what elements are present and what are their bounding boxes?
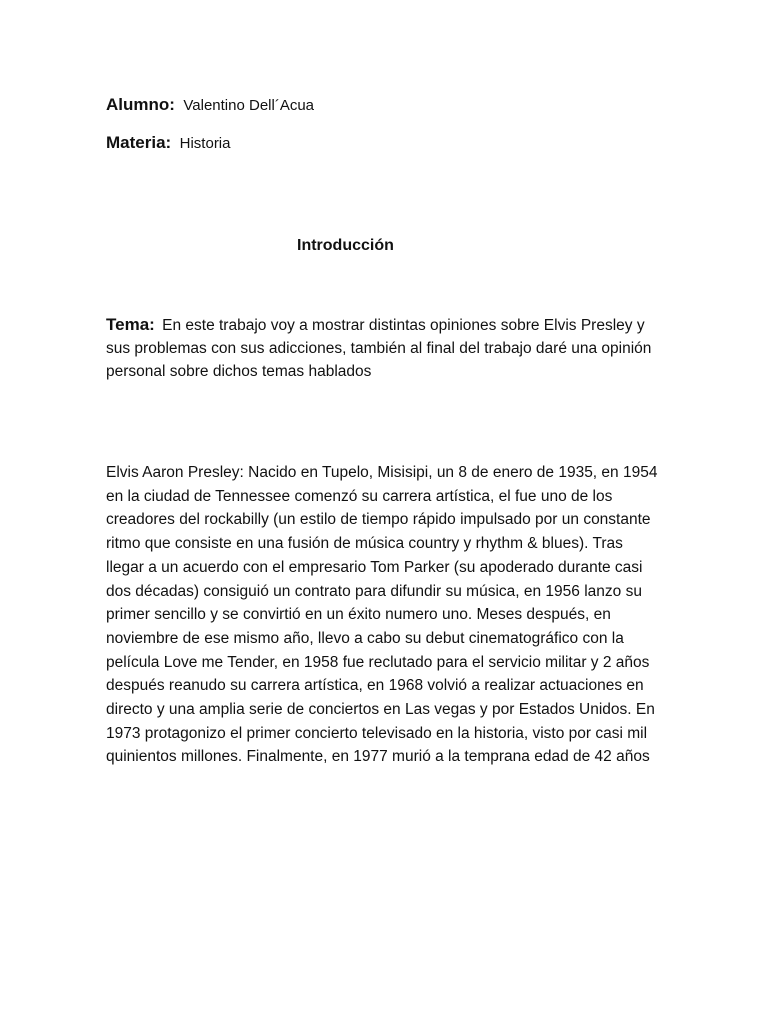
materia-line bbox=[106, 133, 231, 153]
alumno-value: Valentino Dell´Acua bbox=[183, 97, 315, 114]
materia-value: Historia bbox=[179, 135, 231, 152]
alumno-line bbox=[106, 95, 314, 115]
tema-text: En este trabajo voy a mostrar distintas opiniones sobre Elvis Presley y sus problemas con sus adicciones, también al final del trabajo daré una opinión personal sobre dichos temas hablados bbox=[106, 317, 652, 380]
section-heading: Introducción bbox=[297, 237, 394, 254]
alumno-label: Alumno: bbox=[106, 95, 175, 114]
tema-paragraph bbox=[106, 313, 666, 383]
tema-label: Tema: bbox=[106, 315, 155, 334]
body-paragraph: Elvis Aaron Presley: Nacido en Tupelo, Misisipi, un 8 de enero de 1935, en 1954 en la ciudad de Tennessee comenzó su carrera artística, el fue uno de los creadores del rockabilly (un estilo de tiempo rápido impulsado por un constante ritmo que consiste en una fusión de música country y rhythm & blues). Tras llegar a un acuerdo con el empresario Tom Parker (su apoderado durante casi dos décadas) consiguió un contrato para difundir su música, en 1956 lanzo su primer sencillo y se convirtió en un éxito numero uno. Meses después, en noviembre de ese mismo año, llevo a cabo su debut cinematográfico con la película Love me Tender, en 1958 fue reclutado para el servicio militar y 2 años después reanudo su carrera artística, en 1968 volvió a realizar actuaciones en directo y una amplia serie de conciertos en Las vegas y por Estados Unidos. En 1973 protagonizo el primer concierto televisado en la historia, visto por casi mil quinientos millones. Finalmente, en 1977 murió a la temprana edad de 42 años bbox=[106, 464, 658, 766]
materia-label: Materia: bbox=[106, 133, 172, 152]
